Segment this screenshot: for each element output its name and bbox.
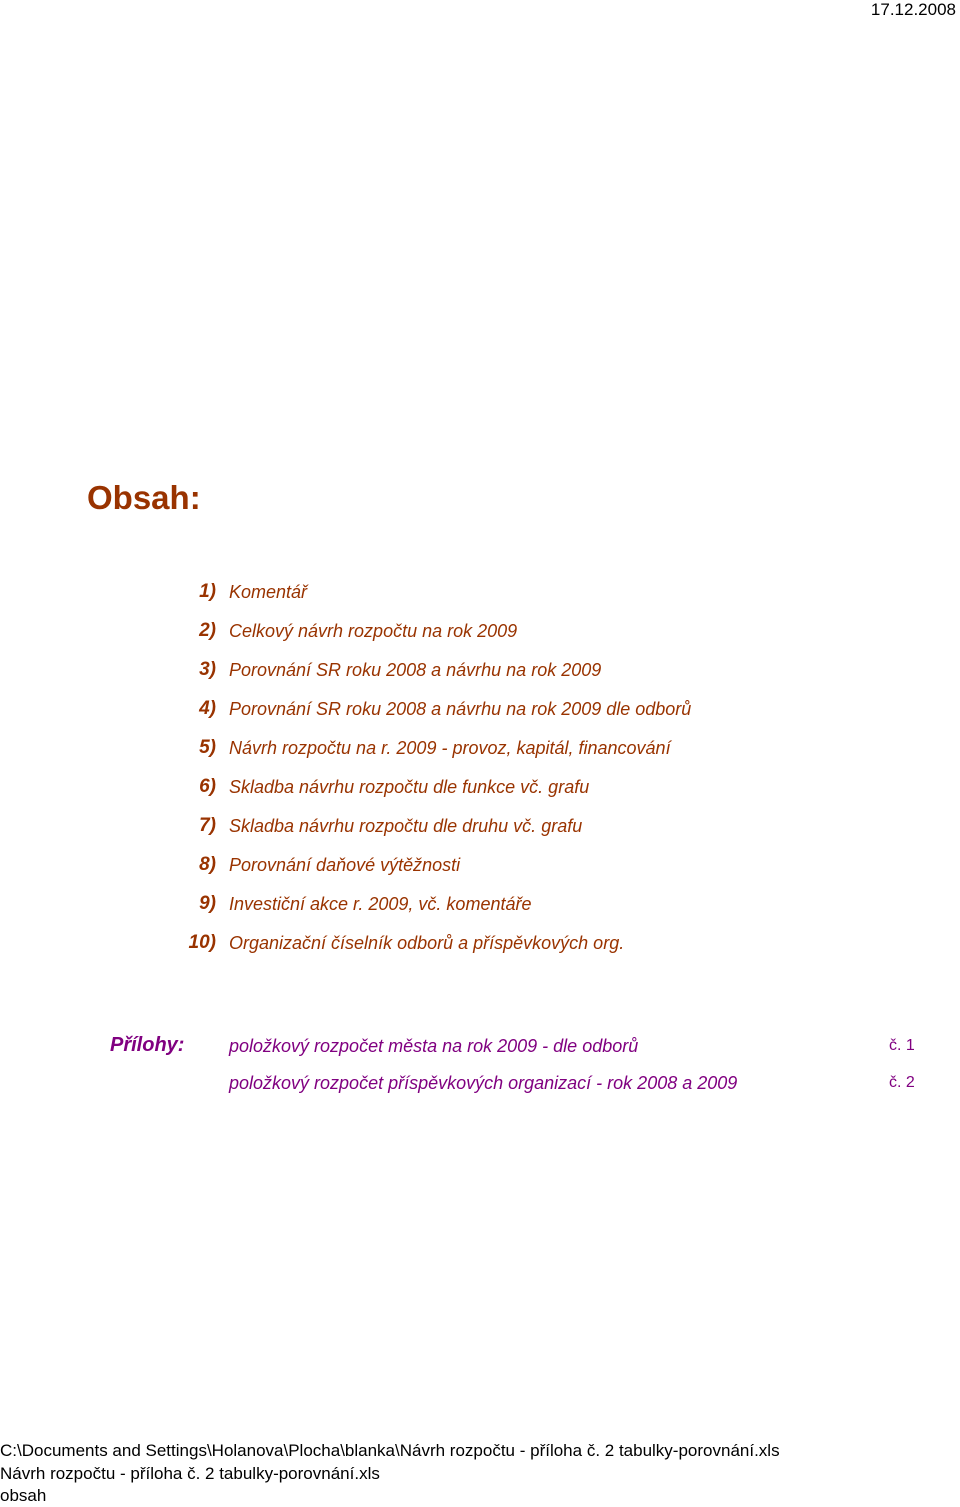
- toc-item-number: 2): [199, 620, 216, 641]
- toc-item-number: 9): [199, 893, 216, 914]
- toc-item-7: [0, 813, 960, 839]
- attachment-label-1: položkový rozpočet města na rok 2009 - dle odborů: [229, 1036, 639, 1056]
- toc-item-label: Celkový návrh rozpočtu na rok 2009: [229, 621, 518, 641]
- toc-item-label: Porovnání SR roku 2008 a návrhu na rok 2009: [229, 660, 602, 680]
- page-title: Obsah:: [87, 479, 201, 516]
- toc-item-number: 10): [188, 932, 216, 953]
- toc-item-label: Skladba návrhu rozpočtu dle druhu vč. grafu: [229, 816, 583, 836]
- attachment-label-2: položkový rozpočet příspěvkových organizací - rok 2008 a 2009: [229, 1073, 738, 1093]
- toc-item-number: 3): [199, 659, 216, 680]
- footer-sheet-name: obsah: [0, 1486, 47, 1505]
- toc-item-label: Porovnání daňové výtěžnosti: [229, 855, 461, 875]
- toc-item-label: Skladba návrhu rozpočtu dle funkce vč. grafu: [229, 777, 590, 797]
- toc-item-2: [0, 618, 960, 644]
- footer-file-name: Návrh rozpočtu - příloha č. 2 tabulky-porovnání.xls: [0, 1464, 380, 1483]
- toc-item-number: 1): [199, 581, 216, 602]
- toc-item-1: [0, 579, 960, 605]
- toc-item-number: 5): [199, 737, 216, 758]
- footer-file-path: C:\Documents and Settings\Holanova\Plocha\blanka\Návrh rozpočtu - příloha č. 2 tabulky-porovnání.xls: [0, 1441, 780, 1460]
- toc-item-9: [0, 891, 960, 917]
- toc-item-number: 8): [199, 854, 216, 875]
- attachment-number-2: č. 2: [889, 1074, 915, 1091]
- toc-item-5: [0, 735, 960, 761]
- toc-item-label: Návrh rozpočtu na r. 2009 - provoz, kapitál, financování: [229, 738, 671, 758]
- toc-item-10: [0, 930, 960, 956]
- print-date: 17.12.2008: [870, 0, 956, 19]
- toc-item-number: 6): [199, 776, 216, 797]
- toc-item-number: 4): [199, 698, 216, 719]
- attachment-number-1: č. 1: [889, 1037, 915, 1054]
- toc-item-label: Organizační číselník odborů a příspěvkových org.: [229, 933, 625, 953]
- attachments-heading: Přílohy:: [110, 1034, 185, 1056]
- toc-item-number: 7): [199, 815, 216, 836]
- toc-item-4: [0, 696, 960, 722]
- toc-item-6: [0, 774, 960, 800]
- toc-item-label: Porovnání SR roku 2008 a návrhu na rok 2009 dle odborů: [229, 699, 692, 719]
- toc-item-8: [0, 852, 960, 878]
- toc-item-3: [0, 657, 960, 683]
- toc-item-label: Investiční akce r. 2009, vč. komentáře: [229, 894, 532, 914]
- toc-item-label: Komentář: [229, 582, 308, 602]
